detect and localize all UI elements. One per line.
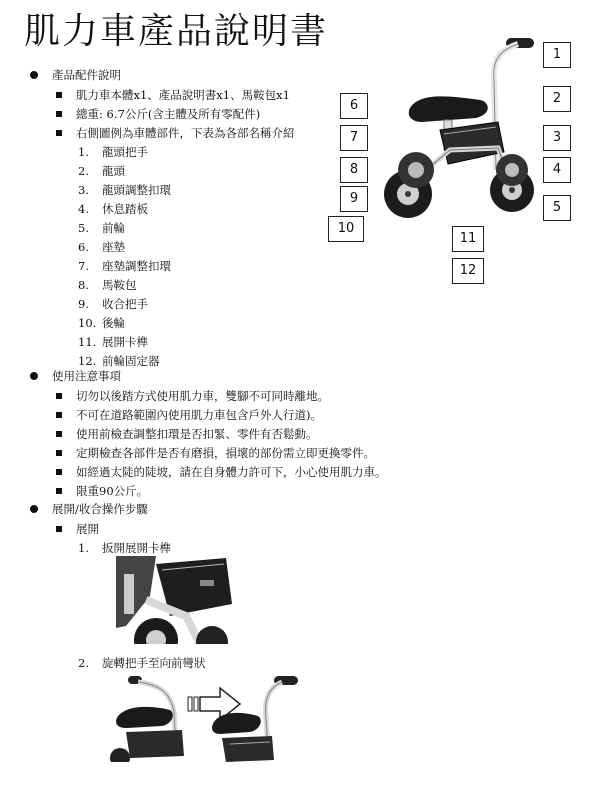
callout-label: 1 — [543, 42, 571, 68]
callout-label: 11 — [452, 226, 484, 252]
list-item: 使用前檢查調整扣環是否扣緊、零件有否鬆動。 — [76, 427, 318, 441]
list-item: 如經過太陡的陡坡，請在自身體力許可下，小心使用肌力車。 — [76, 465, 387, 479]
step-text: 扳開展開卡榫 — [102, 541, 171, 555]
list-bullet — [56, 130, 62, 136]
callout-label: 6 — [340, 93, 368, 119]
callout-label: 7 — [340, 125, 368, 151]
list-bullet — [56, 412, 62, 418]
list-item: 肌力車本體x1、產品說明書x1、馬鞍包x1 — [76, 88, 290, 102]
part-name: 展開卡榫 — [102, 335, 148, 349]
callout-label: 4 — [543, 157, 571, 183]
callout-label: 8 — [340, 157, 368, 183]
part-name: 座墊 — [102, 240, 125, 254]
step2-photo-after — [208, 672, 304, 762]
section-heading-precautions: 使用注意事項 — [52, 369, 121, 383]
part-number: 8. — [78, 278, 89, 292]
part-number: 4. — [78, 202, 89, 216]
step1-photo — [116, 556, 236, 644]
list-bullet — [56, 431, 62, 437]
callout-label: 2 — [543, 86, 571, 112]
part-name: 後輪 — [102, 316, 125, 330]
list-item: 不可在道路範圍內使用肌力車包含戶外人行道)。 — [76, 408, 322, 422]
part-number: 12. — [78, 354, 97, 368]
list-bullet — [56, 450, 62, 456]
section-bullet — [30, 505, 38, 513]
part-number: 10. — [78, 316, 97, 330]
step-number: 2. — [78, 656, 89, 670]
callout-label: 5 — [543, 195, 571, 221]
callout-label: 10 — [328, 216, 364, 242]
subheading-unfold: 展開 — [76, 522, 99, 536]
step-text: 旋轉把手至向前彎狀 — [102, 656, 206, 670]
part-name: 龍頭調整扣環 — [102, 183, 171, 197]
part-number: 11. — [78, 335, 97, 349]
part-number: 5. — [78, 221, 89, 235]
list-bullet — [56, 393, 62, 399]
list-item: 定期檢查各部件是否有磨損，損壞的部份需立即更換零件。 — [76, 446, 375, 460]
list-bullet — [56, 488, 62, 494]
list-bullet — [56, 111, 62, 117]
list-bullet — [56, 526, 62, 532]
list-bullet — [56, 92, 62, 98]
section-heading-accessories: 產品配件說明 — [52, 68, 121, 82]
list-item: 切勿以後踏方式使用肌力車，雙腳不可同時離地。 — [76, 389, 329, 403]
document-title: 肌力車產品說明書 — [24, 11, 329, 52]
part-name: 龍頭把手 — [102, 145, 148, 159]
part-number: 6. — [78, 240, 89, 254]
callout-label: 3 — [543, 125, 571, 151]
part-number: 7. — [78, 259, 89, 273]
section-heading-operation: 展開/收合操作步驟 — [52, 502, 148, 516]
part-number: 2. — [78, 164, 89, 178]
part-number: 3. — [78, 183, 89, 197]
walking-bike-illustration — [380, 30, 550, 230]
part-name: 龍頭 — [102, 164, 125, 178]
part-number: 1. — [78, 145, 89, 159]
list-item: 總重: 6.7公斤(含主體及所有零配件) — [76, 107, 261, 121]
step-number: 1. — [78, 541, 89, 555]
part-name: 馬鞍包 — [102, 278, 137, 292]
section-bullet — [30, 372, 38, 380]
step2-photo-before — [108, 672, 192, 762]
callout-label: 12 — [452, 258, 484, 284]
part-name: 前輪 — [102, 221, 125, 235]
list-item: 右側圖例為車體部件，下表為各部名稱介紹 — [76, 126, 295, 140]
part-name: 收合把手 — [102, 297, 148, 311]
section-bullet — [30, 71, 38, 79]
callout-label: 9 — [340, 186, 368, 212]
part-name: 前輪固定器 — [102, 354, 160, 368]
list-bullet — [56, 469, 62, 475]
part-name: 休息踏板 — [102, 202, 148, 216]
list-item: 限重90公斤。 — [76, 484, 149, 498]
part-number: 9. — [78, 297, 89, 311]
part-name: 座墊調整扣環 — [102, 259, 171, 273]
